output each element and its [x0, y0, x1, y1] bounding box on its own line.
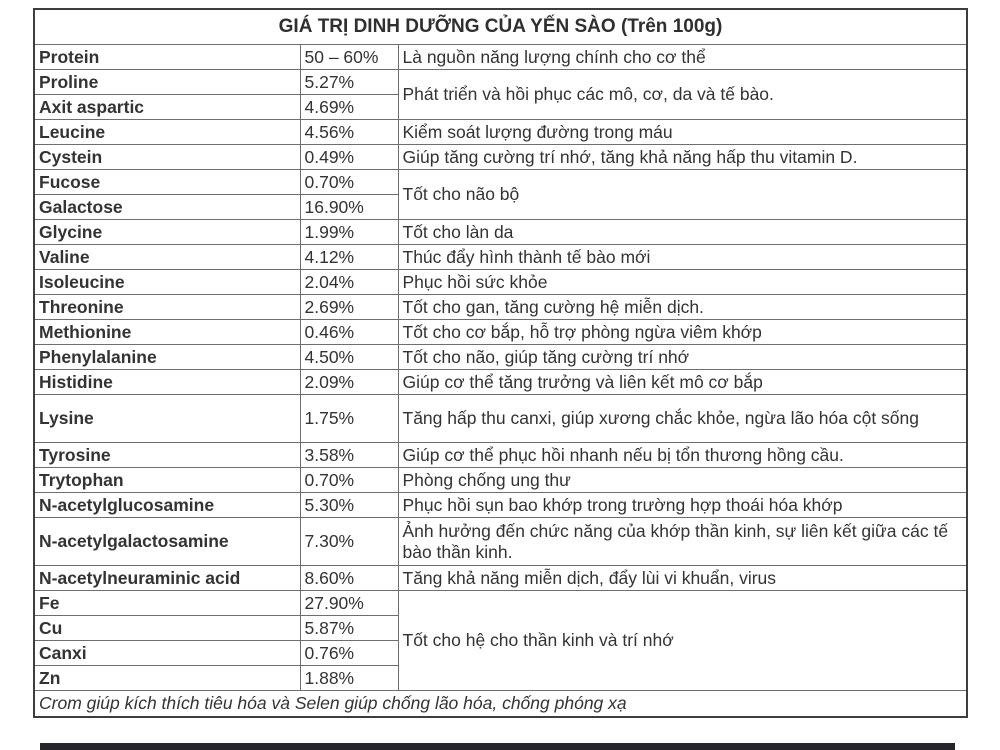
nutrient-desc: Giúp cơ thể phục hồi nhanh nếu bị tổn thương hồng cầu. — [398, 443, 967, 468]
nutrient-name: Trytophan — [34, 468, 300, 493]
nutrient-value: 1.88% — [300, 666, 398, 691]
nutrient-value: 5.27% — [300, 70, 398, 95]
nutrient-value: 0.49% — [300, 145, 398, 170]
nutrient-desc: Tăng khả năng miễn dịch, đẩy lùi vi khuẩn, virus — [398, 566, 967, 591]
nutrient-value: 4.50% — [300, 345, 398, 370]
nutrient-value: 1.99% — [300, 220, 398, 245]
table-row-trytophan — [34, 468, 967, 493]
nutrient-value: 5.87% — [300, 616, 398, 641]
nutrient-name: Tyrosine — [34, 443, 300, 468]
nutrient-name: Methionine — [34, 320, 300, 345]
nutrient-value: 2.04% — [300, 270, 398, 295]
nutrient-name: Valine — [34, 245, 300, 270]
nutrient-value: 7.30% — [300, 518, 398, 566]
nutrient-value: 5.30% — [300, 493, 398, 518]
nutrient-value: 4.56% — [300, 120, 398, 145]
nutrient-desc: Ảnh hưởng đến chức năng của khớp thần kinh, sự liên kết giữa các tế bào thần kinh. — [398, 518, 967, 566]
nutrient-value: 2.69% — [300, 295, 398, 320]
nutrient-name: Phenylalanine — [34, 345, 300, 370]
nutrient-name: Fucose — [34, 170, 300, 195]
table-row-phenylalanine — [34, 345, 967, 370]
table-row-proline — [34, 70, 967, 95]
table-title: GIÁ TRỊ DINH DƯỠNG CỦA YẾN SÀO (Trên 100g) — [34, 9, 967, 45]
nutrient-value: 4.69% — [300, 95, 398, 120]
table-row-methionine — [34, 320, 967, 345]
nutrient-desc: Phục hồi sức khỏe — [398, 270, 967, 295]
nutrient-desc: Tốt cho cơ bắp, hỗ trợ phòng ngừa viêm khớp — [398, 320, 967, 345]
nutrient-desc: Thúc đẩy hình thành tế bào mới — [398, 245, 967, 270]
nutrient-name: Histidine — [34, 370, 300, 395]
nutrient-value: 4.12% — [300, 245, 398, 270]
nutrient-value: 0.76% — [300, 641, 398, 666]
table-footer-note: Crom giúp kích thích tiêu hóa và Selen giúp chống lão hóa, chống phóng xạ — [34, 691, 967, 718]
nutrient-value: 0.46% — [300, 320, 398, 345]
table-row-histidine — [34, 370, 967, 395]
table-footer-row — [34, 691, 967, 718]
nutrient-desc: Tốt cho làn da — [398, 220, 967, 245]
nutrient-name: Proline — [34, 70, 300, 95]
nutrient-value: 3.58% — [300, 443, 398, 468]
nutrient-name: Axit aspartic — [34, 95, 300, 120]
table-row-n-acetylgalactosamine — [34, 518, 967, 566]
table-row-cystein — [34, 145, 967, 170]
nutrient-name: Zn — [34, 666, 300, 691]
nutrient-desc: Tốt cho gan, tăng cường hệ miễn dịch. — [398, 295, 967, 320]
nutrient-name: Lysine — [34, 395, 300, 443]
nutrient-name: N-acetylgalactosamine — [34, 518, 300, 566]
nutrient-desc: Tăng hấp thu canxi, giúp xương chắc khỏe, ngừa lão hóa cột sống — [398, 395, 967, 443]
nutrient-name: Cystein — [34, 145, 300, 170]
nutrient-desc: Phát triển và hồi phục các mô, cơ, da và tế bào. — [398, 70, 967, 120]
cut-off-dark-bar — [40, 743, 955, 750]
table-title-row — [34, 9, 967, 45]
table-row-protein — [34, 45, 967, 70]
nutrient-value: 0.70% — [300, 468, 398, 493]
nutrient-value: 0.70% — [300, 170, 398, 195]
table-row-glycine — [34, 220, 967, 245]
table-row-n-acetylneuraminic-acid — [34, 566, 967, 591]
nutrient-desc: Phục hồi sụn bao khớp trong trường hợp thoái hóa khớp — [398, 493, 967, 518]
nutrient-value: 16.90% — [300, 195, 398, 220]
nutrient-value: 2.09% — [300, 370, 398, 395]
nutrient-name: Glycine — [34, 220, 300, 245]
nutrition-table — [33, 8, 968, 718]
nutrient-name: Isoleucine — [34, 270, 300, 295]
nutrient-value: 1.75% — [300, 395, 398, 443]
table-row-lysine — [34, 395, 967, 443]
table-row-n-acetylglucosamine — [34, 493, 967, 518]
table-row-leucine — [34, 120, 967, 145]
nutrient-name: N-acetylneuraminic acid — [34, 566, 300, 591]
nutrient-desc: Tốt cho hệ cho thần kinh và trí nhớ — [398, 591, 967, 691]
nutrient-desc: Giúp tăng cường trí nhớ, tăng khả năng hấp thu vitamin D. — [398, 145, 967, 170]
table-row-fucose — [34, 170, 967, 195]
nutrient-desc: Giúp cơ thể tăng trưởng và liên kết mô cơ bắp — [398, 370, 967, 395]
table-row-threonine — [34, 295, 967, 320]
nutrient-name: Leucine — [34, 120, 300, 145]
nutrient-name: Threonine — [34, 295, 300, 320]
nutrient-desc: Tốt cho não, giúp tăng cường trí nhớ — [398, 345, 967, 370]
table-row-tyrosine — [34, 443, 967, 468]
nutrient-name: N-acetylglucosamine — [34, 493, 300, 518]
nutrient-name: Galactose — [34, 195, 300, 220]
nutrient-desc: Là nguồn năng lượng chính cho cơ thể — [398, 45, 967, 70]
nutrient-value: 50 – 60% — [300, 45, 398, 70]
nutrient-value: 27.90% — [300, 591, 398, 616]
nutrient-desc: Tốt cho não bộ — [398, 170, 967, 220]
table-row-fe — [34, 591, 967, 616]
nutrient-desc: Kiểm soát lượng đường trong máu — [398, 120, 967, 145]
table-row-isoleucine — [34, 270, 967, 295]
nutrient-desc: Phòng chống ung thư — [398, 468, 967, 493]
nutrient-name: Fe — [34, 591, 300, 616]
nutrient-value: 8.60% — [300, 566, 398, 591]
nutrient-name: Canxi — [34, 641, 300, 666]
nutrient-name: Protein — [34, 45, 300, 70]
table-row-valine — [34, 245, 967, 270]
nutrient-name: Cu — [34, 616, 300, 641]
